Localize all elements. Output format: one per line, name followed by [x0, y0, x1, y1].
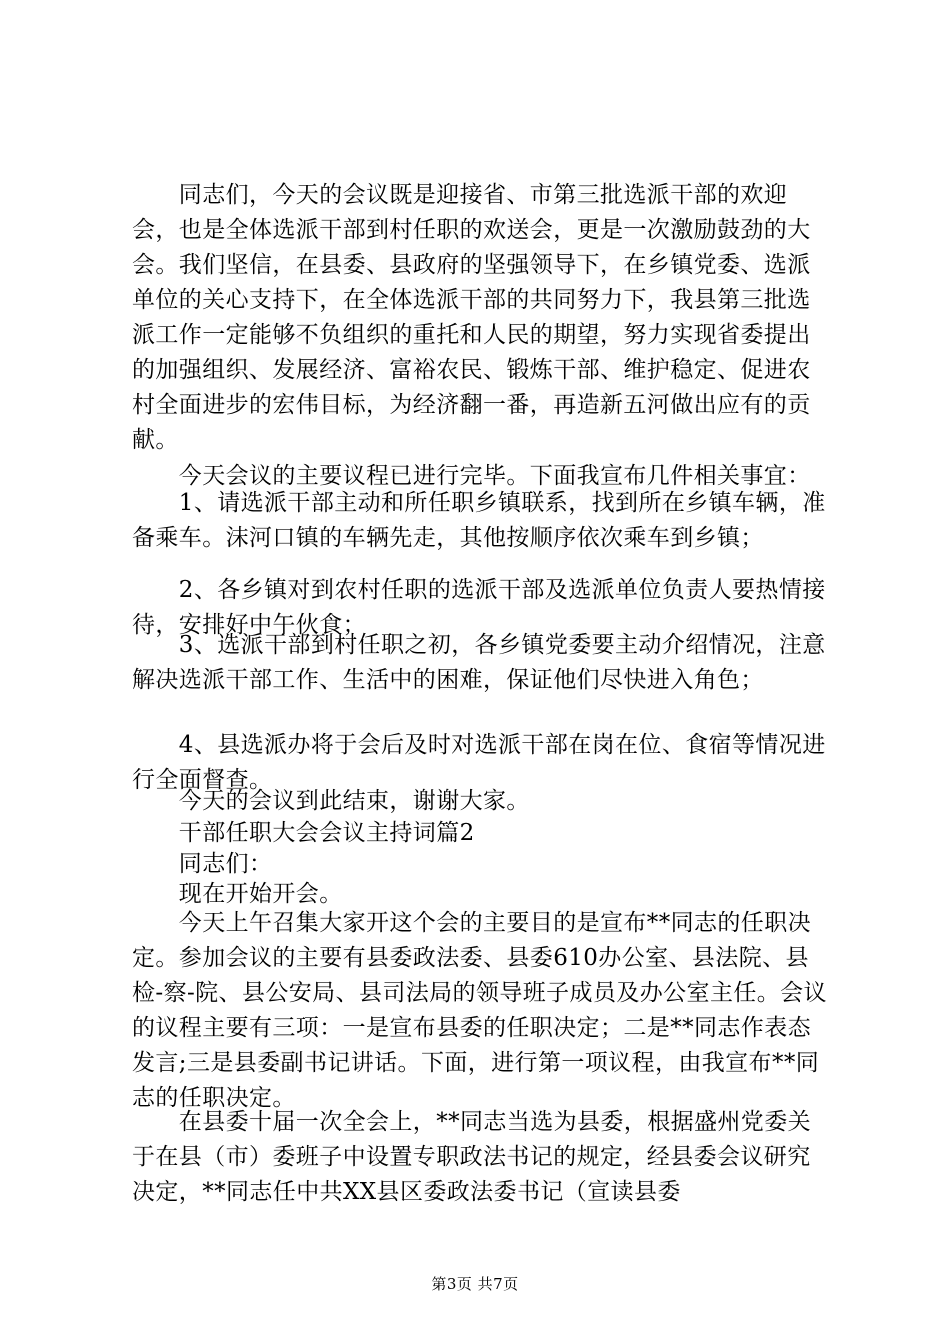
- paragraph-welcome-speech: 同志们，今天的会议既是迎接省、市第三批选派干部的欢迎会，也是全体选派干部到村任职的欢送会，更是一次激励鼓劲的大会。我们坚信，在县委、县政府的坚强领导下，在乡镇党委、选派单位的关心支持下，在全体选派干部的共同努力下，我县第三批选派工作一定能够不负组织的重托和人民的期望，努力实现省委提出的加强组织、发展经济、富裕农民、锻炼干部、维护稳定、促进农村全面进步的宏伟目标，为经济翻一番，再造新五河做出应有的贡献。: [132, 182, 811, 453]
- paragraph-item-4: 4、县选派办将于会后及时对选派干部在岗在位、食宿等情况进行全面督查。: [132, 732, 826, 793]
- page-footer: 第3页 共7页: [431, 1275, 519, 1293]
- paragraph-meeting-start: 现在开始开会。: [132, 881, 343, 907]
- paragraph-item-1: 1、请选派干部主动和所任职乡镇联系，找到所在乡镇车辆，准备乘车。沫河口镇的车辆先走，其他按顺序依次乘车到乡镇；: [132, 490, 826, 551]
- paragraph-meeting-purpose: 今天上午召集大家开这个会的主要目的是宣布**同志的任职决定。参加会议的主要有县委政法委、县委610办公室、县法院、县检-察-院、县公安局、县司法局的领导班子成员及办公室主任。会议的议程主要有三项：一是宣布县委的任职决定；二是**同志作表态发言;三是县委副书记讲话。下面，进行第一项议程，由我宣布**同志的任职决定。: [132, 910, 827, 1111]
- paragraph-closing: 今天的会议到此结束，谢谢大家。: [132, 788, 530, 814]
- paragraph-appointment: 在县委十届一次全会上，**同志当选为县委，根据盛州党委关于在县（市）委班子中设置专职政法书记的规定，经县委会议研究决定，**同志任中共XX县区委政法委书记（宣读县委: [132, 1109, 811, 1205]
- paragraph-item-2: 2、各乡镇对到农村任职的选派干部及选派单位负责人要热情接待，安排好中午伙食；: [132, 577, 826, 638]
- section-heading: 干部任职大会会议主持词篇2: [132, 820, 475, 846]
- paragraph-greeting: 同志们：: [132, 851, 273, 877]
- paragraph-item-3: 3、选派干部到村任职之初，各乡镇党委要主动介绍情况，注意解决选派干部工作、生活中的困难，保证他们尽快进入角色；: [132, 632, 826, 693]
- paragraph-agenda-complete: 今天会议的主要议程已进行完毕。下面我宣布几件相关事宜：: [132, 463, 811, 489]
